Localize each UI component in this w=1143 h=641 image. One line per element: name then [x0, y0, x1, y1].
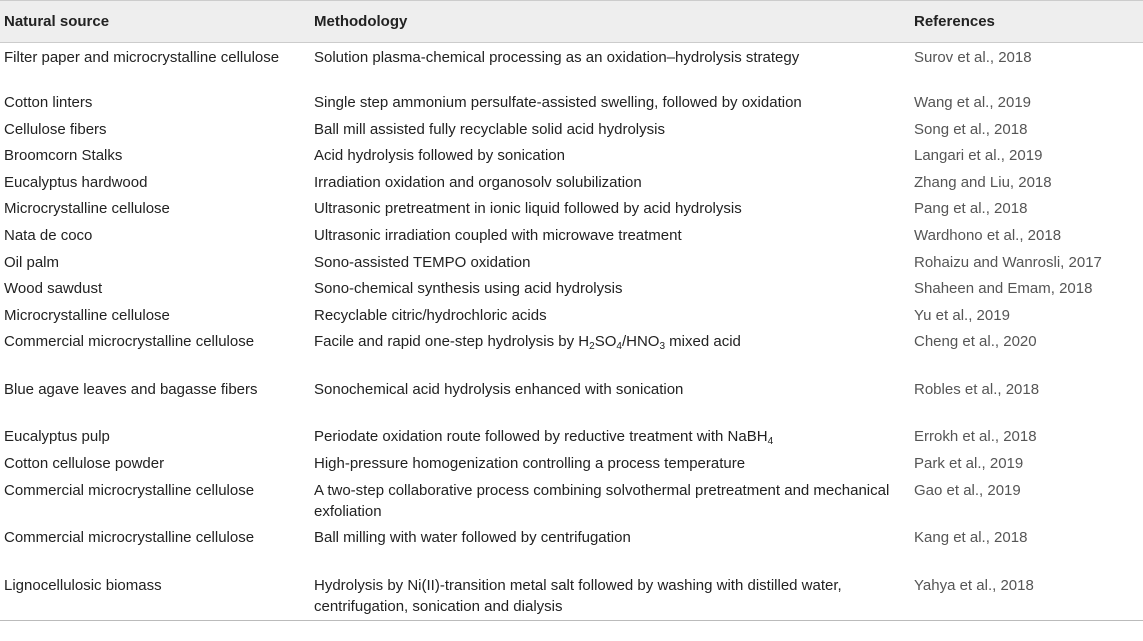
cell-method: Sonochemical acid hydrolysis enhanced with sonication: [314, 380, 684, 398]
method-text: SO: [594, 333, 617, 351]
cell-source: Broomcorn Stalks: [4, 147, 123, 165]
subscript: 2: [589, 341, 595, 353]
table-row: [0, 525, 1143, 573]
cell-method: Solution plasma-chemical processing as an oxidation–hydrolysis strategy: [314, 49, 800, 66]
cell-method: [310, 424, 910, 451]
cell-method: Ball mill assisted fully recyclable solid acid hydrolysis: [314, 120, 665, 138]
table-row: [0, 196, 1143, 223]
cell-source: Filter paper and microcrystalline cellulose: [4, 49, 280, 66]
table-row: [0, 451, 1143, 478]
cell-method: A two-step collaborative process combining solvothermal pretreatment and mechanical exfoliation: [314, 481, 890, 520]
table-row: [0, 478, 1143, 526]
cell-source: Cellulose fibers: [4, 120, 107, 138]
table-row: [0, 117, 1143, 144]
cell-reference: Langari et al., 2019: [914, 147, 1043, 165]
cell-source: Commercial microcrystalline cellulose: [4, 333, 255, 351]
cell-reference: Pang et al., 2018: [914, 200, 1028, 218]
cell-method: Hydrolysis by Ni(II)-transition metal salt followed by washing with distilled water, centrifugation, sonication and dialysis: [310, 573, 910, 621]
cell-source: Blue agave leaves and bagasse fibers: [4, 380, 258, 398]
cell-method: Ball milling with water followed by centrifugation: [314, 529, 631, 547]
cell-method: Sono-assisted TEMPO oxidation: [314, 253, 531, 271]
table-row: [0, 573, 1143, 621]
table-row: [0, 250, 1143, 277]
cell-reference: Zhang and Liu, 2018: [914, 173, 1052, 191]
cell-source: Cotton linters: [4, 94, 93, 111]
method-text: Facile and rapid one-step hydrolysis by H: [314, 333, 590, 351]
table-row: [0, 170, 1143, 197]
header-natural-source: Natural source: [0, 1, 310, 43]
header-references: References: [910, 1, 1143, 43]
cell-reference: Yu et al., 2019: [914, 306, 1010, 324]
cell-source: Nata de coco: [4, 226, 93, 244]
cell-reference: Rohaizu and Wanrosli, 2017: [914, 253, 1102, 271]
cell-source: Lignocellulosic biomass: [0, 573, 310, 621]
header-row: [0, 1, 1143, 43]
cell-reference: Gao et al., 2019: [914, 481, 1021, 499]
subscript: 4: [616, 341, 622, 353]
cell-source: Cotton cellulose powder: [4, 454, 165, 472]
method-text: Periodate oxidation route followed by reductive treatment with NaBH: [314, 428, 768, 446]
table-row: [0, 90, 1143, 117]
cell-method: High-pressure homogenization controlling a process temperature: [314, 454, 746, 472]
table-row: [0, 329, 1143, 377]
cell-reference: Wang et al., 2019: [914, 94, 1032, 111]
cell-reference: Song et al., 2018: [914, 120, 1028, 138]
method-text: /HNO: [621, 333, 660, 351]
cell-reference: Surov et al., 2018: [914, 49, 1032, 66]
table-row: [0, 223, 1143, 250]
cell-source: Oil palm: [4, 253, 60, 271]
table-row: [0, 143, 1143, 170]
cell-reference: Yahya et al., 2018: [910, 573, 1143, 621]
cell-reference: Robles et al., 2018: [914, 380, 1040, 398]
cell-method: Irradiation oxidation and organosolv solubilization: [314, 173, 642, 191]
cell-reference: Park et al., 2019: [914, 454, 1024, 472]
cell-method: [310, 329, 910, 377]
cell-source: Eucalyptus pulp: [4, 428, 110, 446]
cell-reference: Kang et al., 2018: [914, 529, 1028, 547]
table-header: [0, 1, 1143, 43]
table-row: [0, 424, 1143, 451]
cell-method: Single step ammonium persulfate-assisted swelling, followed by oxidation: [314, 94, 802, 111]
table-row: [0, 43, 1143, 91]
table-row: [0, 303, 1143, 330]
method-text: mixed acid: [665, 333, 741, 351]
cell-method: Ultrasonic irradiation coupled with microwave treatment: [314, 226, 682, 244]
table-row: [0, 377, 1143, 425]
cell-source: Eucalyptus hardwood: [4, 173, 148, 191]
cell-source: Commercial microcrystalline cellulose: [4, 481, 255, 499]
cell-method: Recyclable citric/hydrochloric acids: [314, 306, 547, 324]
subscript: 3: [659, 341, 666, 353]
table-row: [0, 276, 1143, 303]
header-methodology: Methodology: [310, 1, 910, 43]
cell-method: Sono-chemical synthesis using acid hydrolysis: [314, 280, 623, 298]
cell-reference: Errokh et al., 2018: [914, 428, 1037, 446]
cell-source: Commercial microcrystalline cellulose: [4, 529, 255, 547]
cell-reference: Shaheen and Emam, 2018: [914, 280, 1093, 298]
cell-source: Microcrystalline cellulose: [4, 306, 170, 324]
cell-source: Wood sawdust: [4, 280, 103, 298]
subscript: 4: [767, 436, 774, 448]
cell-method: Acid hydrolysis followed by sonication: [314, 147, 565, 165]
cell-reference: Wardhono et al., 2018: [914, 226, 1062, 244]
cell-source: Microcrystalline cellulose: [4, 200, 170, 218]
cell-method: Ultrasonic pretreatment in ionic liquid followed by acid hydrolysis: [314, 200, 742, 218]
table-body: [0, 43, 1143, 621]
cell-reference: Cheng et al., 2020: [914, 333, 1037, 351]
